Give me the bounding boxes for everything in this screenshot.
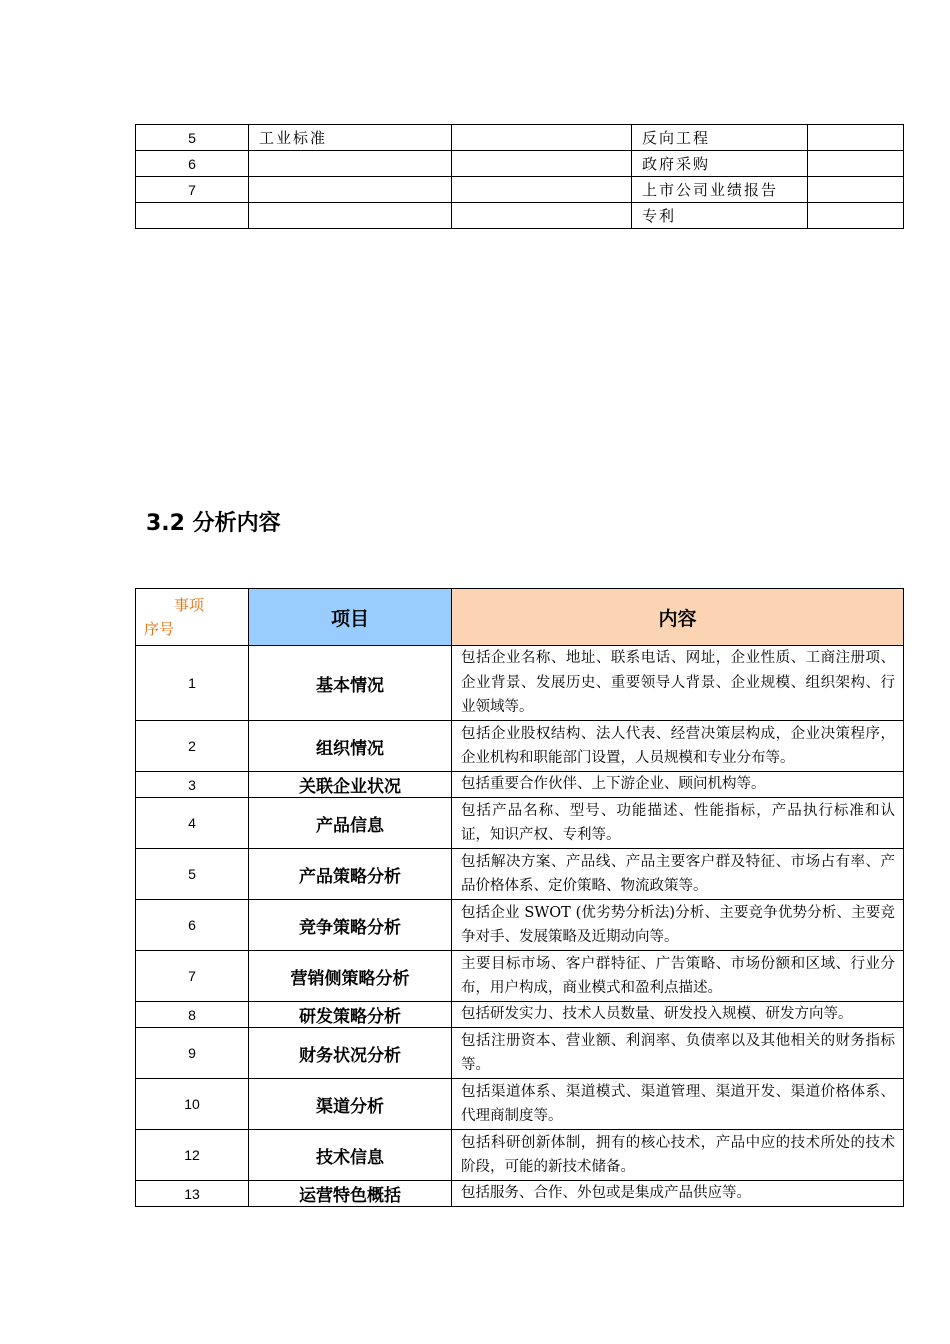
cell: [249, 203, 452, 229]
row-content: 包括服务、合作、外包或是集成产品供应等。: [452, 1181, 904, 1207]
table-row: [136, 1028, 904, 1079]
row-seq: 5: [136, 849, 249, 900]
top-table: [135, 124, 904, 229]
row-content: 包括企业股权结构、法人代表、经营决策层构成，企业决策程序，企业机构和职能部门设置，人员规模和专业分布等。: [452, 721, 904, 772]
header-item: 项目: [249, 589, 452, 646]
row-seq: 9: [136, 1028, 249, 1079]
row-number: 5: [136, 125, 249, 151]
row-seq: 2: [136, 721, 249, 772]
section-title: 3.2 分析内容: [146, 511, 281, 536]
row-seq: 10: [136, 1079, 249, 1130]
table-row: [136, 203, 904, 229]
cell: 工业标准: [249, 125, 452, 151]
table-row: [136, 646, 904, 721]
header-content: 内容: [452, 589, 904, 646]
row-number: [136, 203, 249, 229]
row-content: 包括科研创新体制，拥有的核心技术，产品中应的技术所处的技术阶段，可能的新技术储备。: [452, 1130, 904, 1181]
row-seq: 12: [136, 1130, 249, 1181]
row-content: 主要目标市场、客户群特征、广告策略、市场份额和区域、行业分布，用户构成，商业模式和盈利点描述。: [452, 951, 904, 1002]
cell: [452, 203, 632, 229]
table-row: [136, 721, 904, 772]
cell: 专利: [632, 203, 808, 229]
cell: 政府采购: [632, 151, 808, 177]
cell: [249, 151, 452, 177]
row-item: 财务状况分析: [249, 1028, 452, 1079]
row-item: 渠道分析: [249, 1079, 452, 1130]
header-seq-line2: 序号: [144, 620, 175, 638]
row-content: 包括解决方案、产品线、产品主要客户群及特征、市场占有率、产品价格体系、定价策略、物流政策等。: [452, 849, 904, 900]
cell: [808, 203, 904, 229]
table-row: [136, 151, 904, 177]
row-number: 6: [136, 151, 249, 177]
row-seq: 8: [136, 1002, 249, 1028]
cell: 反向工程: [632, 125, 808, 151]
row-item: 研发策略分析: [249, 1002, 452, 1028]
row-item: 基本情况: [249, 646, 452, 721]
row-item: 运营特色概括: [249, 1181, 452, 1207]
header-seq: [136, 589, 249, 646]
cell: [452, 125, 632, 151]
row-item: 产品信息: [249, 798, 452, 849]
table-row: [136, 125, 904, 151]
table-row: [136, 1130, 904, 1181]
row-seq: 13: [136, 1181, 249, 1207]
row-content: 包括企业 SWOT (优劣势分析法)分析、主要竞争优势分析、主要竞争对手、发展策略及近期动向等。: [452, 900, 904, 951]
row-item: 竞争策略分析: [249, 900, 452, 951]
row-item: 产品策略分析: [249, 849, 452, 900]
cell: [452, 177, 632, 203]
row-seq: 3: [136, 772, 249, 798]
row-content: 包括渠道体系、渠道模式、渠道管理、渠道开发、渠道价格体系、代理商制度等。: [452, 1079, 904, 1130]
row-content: 包括重要合作伙伴、上下游企业、顾问机构等。: [452, 772, 904, 798]
row-content: 包括注册资本、营业额、利润率、负债率以及其他相关的财务指标等。: [452, 1028, 904, 1079]
cell: [452, 151, 632, 177]
cell: [808, 177, 904, 203]
cell: 上市公司业绩报告: [632, 177, 808, 203]
cell: [249, 177, 452, 203]
table-row: [136, 900, 904, 951]
table-row: [136, 798, 904, 849]
table-header-row: [136, 589, 904, 646]
table-row: [136, 177, 904, 203]
row-item: 技术信息: [249, 1130, 452, 1181]
analysis-table: [135, 588, 904, 1207]
row-seq: 7: [136, 951, 249, 1002]
row-number: 7: [136, 177, 249, 203]
row-seq: 6: [136, 900, 249, 951]
table-row: [136, 1181, 904, 1207]
cell: [808, 151, 904, 177]
table-row: [136, 951, 904, 1002]
cell: [808, 125, 904, 151]
row-content: 包括产品名称、型号、功能描述、性能指标，产品执行标准和认证，知识产权、专利等。: [452, 798, 904, 849]
row-seq: 1: [136, 646, 249, 721]
row-content: 包括企业名称、地址、联系电话、网址，企业性质、工商注册项、企业背景、发展历史、重要领导人背景、企业规模、组织架构、行业领域等。: [452, 646, 904, 721]
row-item: 关联企业状况: [249, 772, 452, 798]
row-content: 包括研发实力、技术人员数量、研发投入规模、研发方向等。: [452, 1002, 904, 1028]
table-row: [136, 849, 904, 900]
table-row: [136, 1079, 904, 1130]
row-item: 营销侧策略分析: [249, 951, 452, 1002]
header-seq-line1: 事项: [174, 596, 205, 614]
row-seq: 4: [136, 798, 249, 849]
table-row: [136, 1002, 904, 1028]
row-item: 组织情况: [249, 721, 452, 772]
table-row: [136, 772, 904, 798]
